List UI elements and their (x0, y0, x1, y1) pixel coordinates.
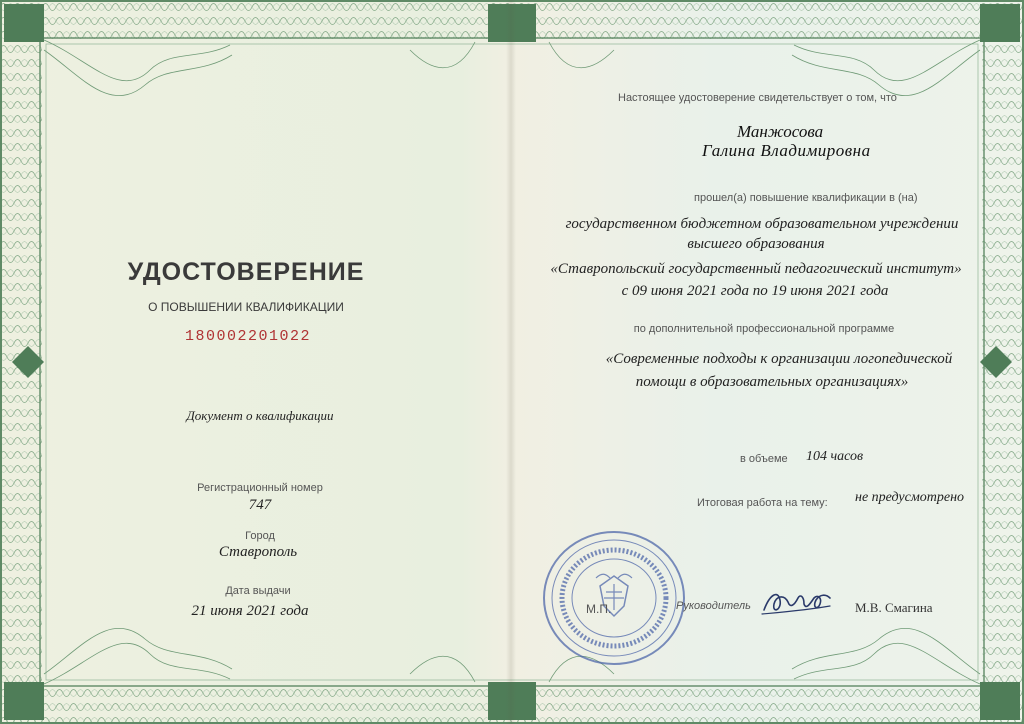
issue-date-value: 21 июня 2021 года (191, 603, 309, 619)
serial-number: 180002201022 (184, 328, 312, 345)
document-subtitle: О ПОВЫШЕНИИ КВАЛИФИКАЦИИ (148, 300, 344, 314)
institution-line-3: «Ставропольский государственный педагогический институт» (550, 261, 962, 277)
document-type: Документ о квалификации (186, 408, 334, 423)
study-period: с 09 июня 2021 года по 19 июня 2021 года (621, 283, 889, 299)
volume-label: в объеме (740, 453, 788, 465)
official-seal-stamp (540, 528, 688, 668)
institution-line-2: высшего образования (687, 236, 825, 252)
center-fold (506, 0, 516, 724)
holder-surname: Манжосова (737, 122, 824, 141)
completed-label: прошел(а) повышение квалификации в (на) (694, 192, 918, 204)
volume-value: 104 часов (806, 449, 864, 464)
program-line-2: помощи в образовательных организациях» (635, 374, 909, 390)
handwritten-signature (760, 586, 832, 620)
holder-given-names: Галина Владимировна (702, 141, 871, 160)
head-label: Руководитель (676, 600, 751, 612)
city-value: Ставрополь (218, 544, 298, 560)
reg-number-label: Регистрационный номер (197, 482, 323, 494)
document-title: УДОСТОВЕРЕНИЕ (127, 258, 365, 286)
issue-date-label: Дата выдачи (225, 585, 291, 597)
final-work-value: не предусмотрено (855, 490, 965, 505)
intro-text: Настоящее удостоверение свидетельствует о том, что (618, 92, 897, 104)
reg-number-value: 747 (248, 497, 272, 513)
program-label: по дополнительной профессиональной программе (633, 323, 895, 335)
seal-place-mark: М.П. (586, 602, 612, 616)
final-work-label: Итоговая работа на тему: (697, 497, 828, 509)
head-name: М.В. Смагина (855, 600, 933, 615)
city-label: Город (245, 530, 275, 542)
program-line-1: «Современные подходы к организации логопедической (605, 351, 953, 367)
institution-line-1: государственном бюджетном образовательном учреждении (565, 216, 959, 232)
